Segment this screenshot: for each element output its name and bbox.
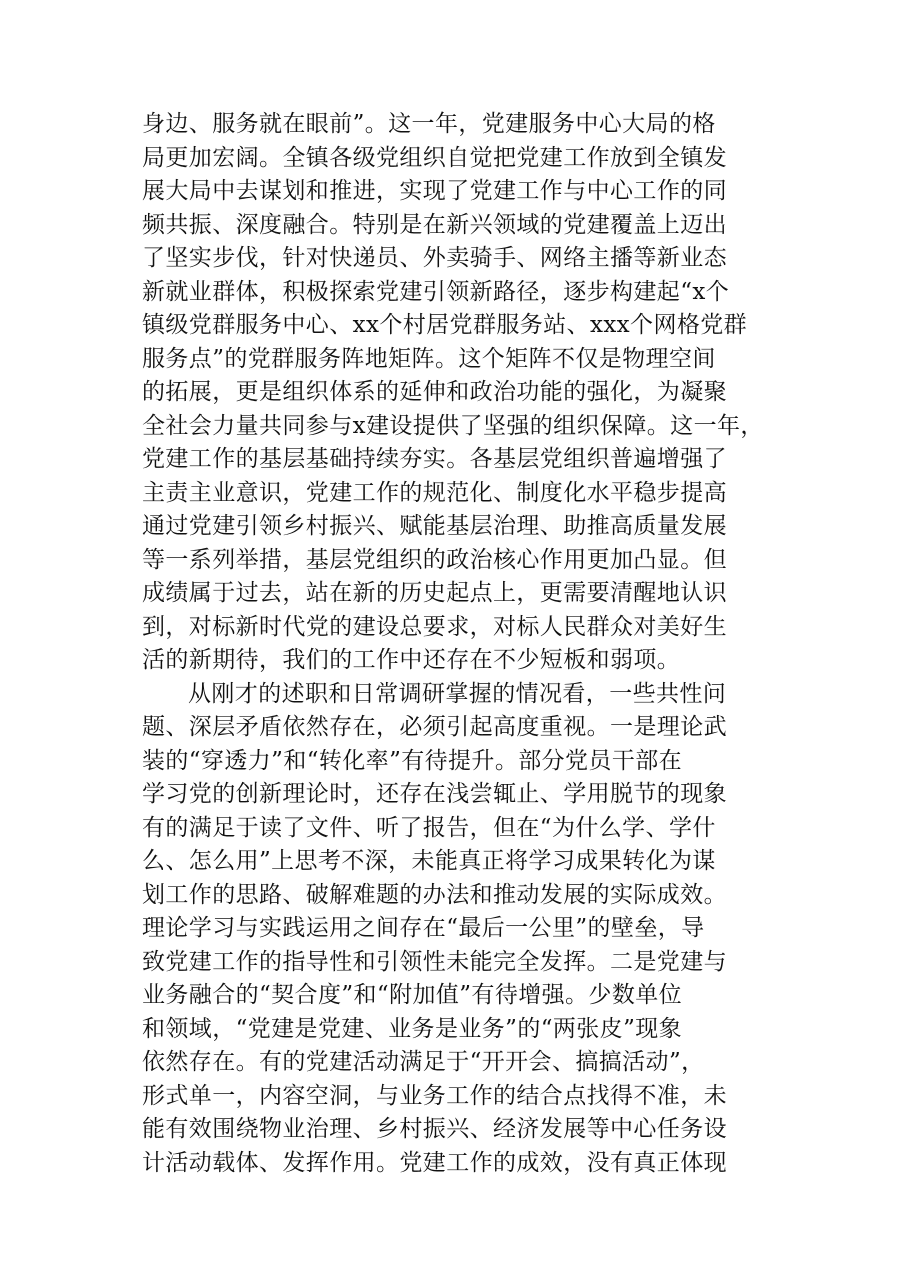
text-line: 形式单一，内容空洞，与业务工作的结合点找得不准，未 xyxy=(142,1082,727,1109)
text-line: 和领域，“党建是党建、业务是业务”的“两张皮”现象 xyxy=(142,1015,683,1042)
text-line: 成绩属于过去，站在新的历史起点上，更需要清醒地认识 xyxy=(142,580,727,606)
text-line: 主责主业意识，党建工作的规范化、制度化水平稳步提高 xyxy=(142,479,727,506)
text-line: 等一系列举措，基层党组织的政治核心作用更加凸显。但 xyxy=(142,546,727,573)
text-line: 服务点”的党群服务阵地矩阵。这个矩阵不仅是物理空间 xyxy=(142,345,716,372)
text-line: 装的“穿透力”和“转化率”有待提升。部分党员干部在 xyxy=(142,747,683,774)
body-text xyxy=(142,108,770,1180)
text-line: 业务融合的“契合度”和“附加值”有待增强。少数单位 xyxy=(142,982,683,1008)
text-line: 划工作的思路、破解难题的办法和推动发展的实际成效。 xyxy=(142,881,727,908)
text-line: 活的新期待，我们的工作中还存在不少短板和弱项。 xyxy=(142,647,681,673)
text-line: 致党建工作的指导性和引领性未能完全发挥。二是党建与 xyxy=(142,948,727,975)
text-line: 么、怎么用”上思考不深，未能真正将学习成果转化为谋 xyxy=(142,848,716,874)
text-line: 计活动载体、发挥作用。党建工作的成效，没有真正体现 xyxy=(142,1149,727,1176)
text-line: 有的满足于读了文件、听了报告，但在“为什么学、学什 xyxy=(142,814,716,841)
text-line: 新就业群体，积极探索党建引领新路径，逐步构建起“x个 xyxy=(142,278,730,305)
text-line: 依然存在。有的党建活动满足于“开开会、搞搞活动”， xyxy=(142,1049,705,1075)
text-line: 了坚实步伐，针对快递员、外卖骑手、网络主播等新业态 xyxy=(142,245,727,271)
text-line: 镇级党群服务中心、xx个村居党群服务站、xxx个网格党群 xyxy=(142,312,748,338)
text-line: 全社会力量共同参与x建设提供了坚强的组织保障。这一年， xyxy=(142,412,764,439)
text-line: 展大局中去谋划和推进，实现了党建工作与中心工作的同 xyxy=(142,178,727,204)
text-line: 频共振、深度融合。特别是在新兴领域的党建覆盖上迈出 xyxy=(142,211,727,238)
text-line: 局更加宏阔。全镇各级党组织自觉把党建工作放到全镇发 xyxy=(142,144,727,171)
text-line: 党建工作的基层基础持续夯实。各基层党组织普遍增强了 xyxy=(142,446,727,472)
text-line: 到，对标新时代党的建设总要求，对标人民群众对美好生 xyxy=(142,613,727,640)
text-line: 通过党建引领乡村振兴、赋能基层治理、助推高质量发展 xyxy=(142,513,727,539)
text-line: 的拓展，更是组织体系的延伸和政治功能的强化，为凝聚 xyxy=(142,379,727,405)
text-line: 理论学习与实践运用之间存在“最后一公里”的壁垒，导 xyxy=(142,915,705,941)
paragraph-start-line: 从刚才的述职和日常调研掌握的情况看，一些共性问 xyxy=(188,680,727,707)
text-line: 学习党的创新理论时，还存在浅尝辄止、学用脱节的现象 xyxy=(142,781,727,807)
text-line: 题、深层矛盾依然存在，必须引起高度重视。一是理论武 xyxy=(142,714,727,740)
text-line: 身边、服务就在眼前”。这一年，党建服务中心大局的格 xyxy=(142,111,716,137)
text-line: 能有效围绕物业治理、乡村振兴、经济发展等中心任务设 xyxy=(142,1116,727,1142)
